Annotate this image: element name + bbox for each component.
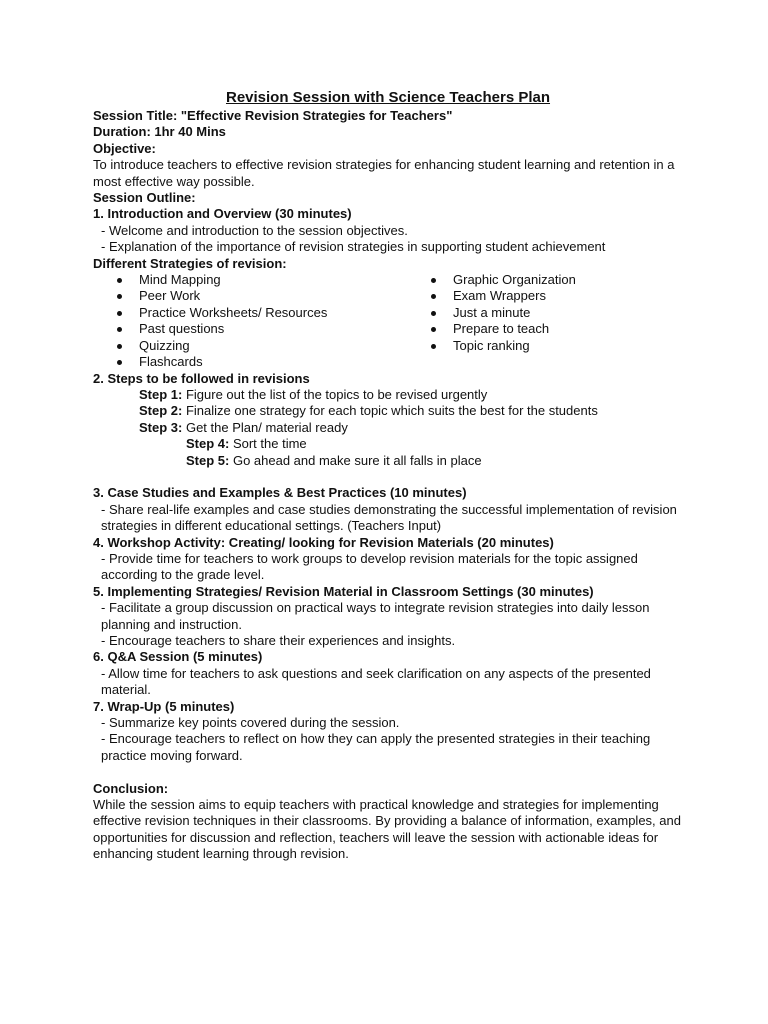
strategy-item xyxy=(407,272,576,288)
step-line xyxy=(93,403,683,419)
section1-item: - Explanation of the importance of revision strategies in supporting student achievement xyxy=(101,239,606,255)
strategy-item xyxy=(407,338,576,354)
strategy-item xyxy=(93,354,407,370)
section3-item: - Share real-life examples and case studies demonstrating the successful implementation of revision strategies in different educational settings. (Teachers Input) xyxy=(101,501,677,534)
strategy-label: Prepare to teach xyxy=(453,321,550,337)
step-line xyxy=(93,420,683,436)
section2-heading: 2. Steps to be followed in revisions xyxy=(93,370,310,386)
strategy-label: Topic ranking xyxy=(453,337,530,353)
strategy-item xyxy=(407,305,576,321)
step-text: Get the Plan/ material ready xyxy=(182,419,348,435)
section7-item: - Summarize key points covered during the session. xyxy=(101,715,400,731)
section7-item: - Encourage teachers to reflect on how they can apply the presented strategies in their teaching practice moving forward. xyxy=(101,731,651,763)
bullet-icon xyxy=(117,311,122,316)
section6-item: - Allow time for teachers to ask questions and seek clarification on any aspects of the presented material. xyxy=(101,665,651,698)
step-text: Figure out the list of the topics to be revised urgently xyxy=(182,386,488,402)
bullet-icon xyxy=(117,278,122,283)
bullet-icon xyxy=(117,344,122,349)
strategy-item xyxy=(93,305,407,321)
strategy-item xyxy=(93,338,407,354)
step-label: Step 3: xyxy=(139,419,183,435)
section3-heading: 3. Case Studies and Examples & Best Practices (10 minutes) xyxy=(93,485,467,501)
step-line xyxy=(93,436,683,452)
strategy-label: Graphic Organization xyxy=(453,272,576,288)
strategy-label: Practice Worksheets/ Resources xyxy=(139,304,328,320)
bullet-icon xyxy=(431,327,436,332)
step-label: Step 1: xyxy=(139,386,183,402)
strategy-label: Just a minute xyxy=(453,304,531,320)
strategies-left-column xyxy=(93,272,407,370)
duration: Duration: 1hr 40 Mins xyxy=(93,124,226,140)
objective-heading: Objective: xyxy=(93,140,156,156)
conclusion-heading: Conclusion: xyxy=(93,780,169,796)
section6-heading: 6. Q&A Session (5 minutes) xyxy=(93,649,263,665)
strategy-label: Peer Work xyxy=(139,288,201,304)
bullet-icon xyxy=(117,327,122,332)
strategy-item xyxy=(407,288,576,304)
bullet-icon xyxy=(431,311,436,316)
section7-heading: 7. Wrap-Up (5 minutes) xyxy=(93,698,235,714)
step-line xyxy=(93,387,683,403)
strategy-label: Quizzing xyxy=(139,337,190,353)
strategy-label: Mind Mapping xyxy=(139,272,221,288)
bullet-icon xyxy=(431,278,436,283)
bullet-icon xyxy=(431,344,436,349)
step-text: Sort the time xyxy=(229,436,307,452)
strategies-right-column xyxy=(407,272,576,370)
step-text: Finalize one strategy for each topic which suits the best for the students xyxy=(182,403,598,419)
step-label: Step 2: xyxy=(139,403,183,419)
session-title: Session Title: "Effective Revision Strategies for Teachers" xyxy=(93,108,453,123)
section5-heading: 5. Implementing Strategies/ Revision Material in Classroom Settings (30 minutes) xyxy=(93,583,594,599)
strategy-label: Exam Wrappers xyxy=(453,288,546,304)
outline-heading: Session Outline: xyxy=(93,190,196,206)
section4-item: - Provide time for teachers to work groups to develop revision materials for the topic assigned according to the grade level. xyxy=(101,550,638,583)
conclusion-text: While the session aims to equip teachers with practical knowledge and strategies for implementing effective revision techniques in their classrooms. By providing a balance of information, examples, and opportunities for discussion and reflection, teachers will leave the session with actionable ideas for enhancing student learning through revision. xyxy=(93,797,681,862)
section1-heading: 1. Introduction and Overview (30 minutes) xyxy=(93,206,352,222)
document-page xyxy=(93,89,683,863)
step-label: Step 5: xyxy=(186,452,230,468)
objective-text: To introduce teachers to effective revision strategies for enhancing student learning and retention in a most effective way possible. xyxy=(93,157,675,189)
step-line xyxy=(93,453,683,469)
strategy-label: Past questions xyxy=(139,321,225,337)
section1-item: - Welcome and introduction to the session objectives. xyxy=(101,222,408,238)
spacer xyxy=(93,469,683,485)
section5-item: - Facilitate a group discussion on practical ways to integrate revision strategies into daily lesson planning and instruction. xyxy=(101,600,650,632)
strategy-item xyxy=(407,321,576,337)
bullet-icon xyxy=(117,360,122,365)
strategy-item xyxy=(93,272,407,288)
strategy-item xyxy=(93,288,407,304)
section5-item: - Encourage teachers to share their experiences and insights. xyxy=(101,632,456,648)
strategy-item xyxy=(93,321,407,337)
strategies-heading: Different Strategies of revision: xyxy=(93,255,287,271)
strategies-list xyxy=(93,272,683,370)
section4-heading: 4. Workshop Activity: Creating/ looking for Revision Materials (20 minutes) xyxy=(93,534,554,550)
step-text: Go ahead and make sure it all falls in place xyxy=(229,452,482,468)
bullet-icon xyxy=(431,294,436,299)
spacer xyxy=(93,764,683,780)
document-title: Revision Session with Science Teachers Plan xyxy=(225,89,551,106)
strategy-label: Flashcards xyxy=(139,354,203,370)
bullet-icon xyxy=(117,294,122,299)
step-label: Step 4: xyxy=(186,436,230,452)
